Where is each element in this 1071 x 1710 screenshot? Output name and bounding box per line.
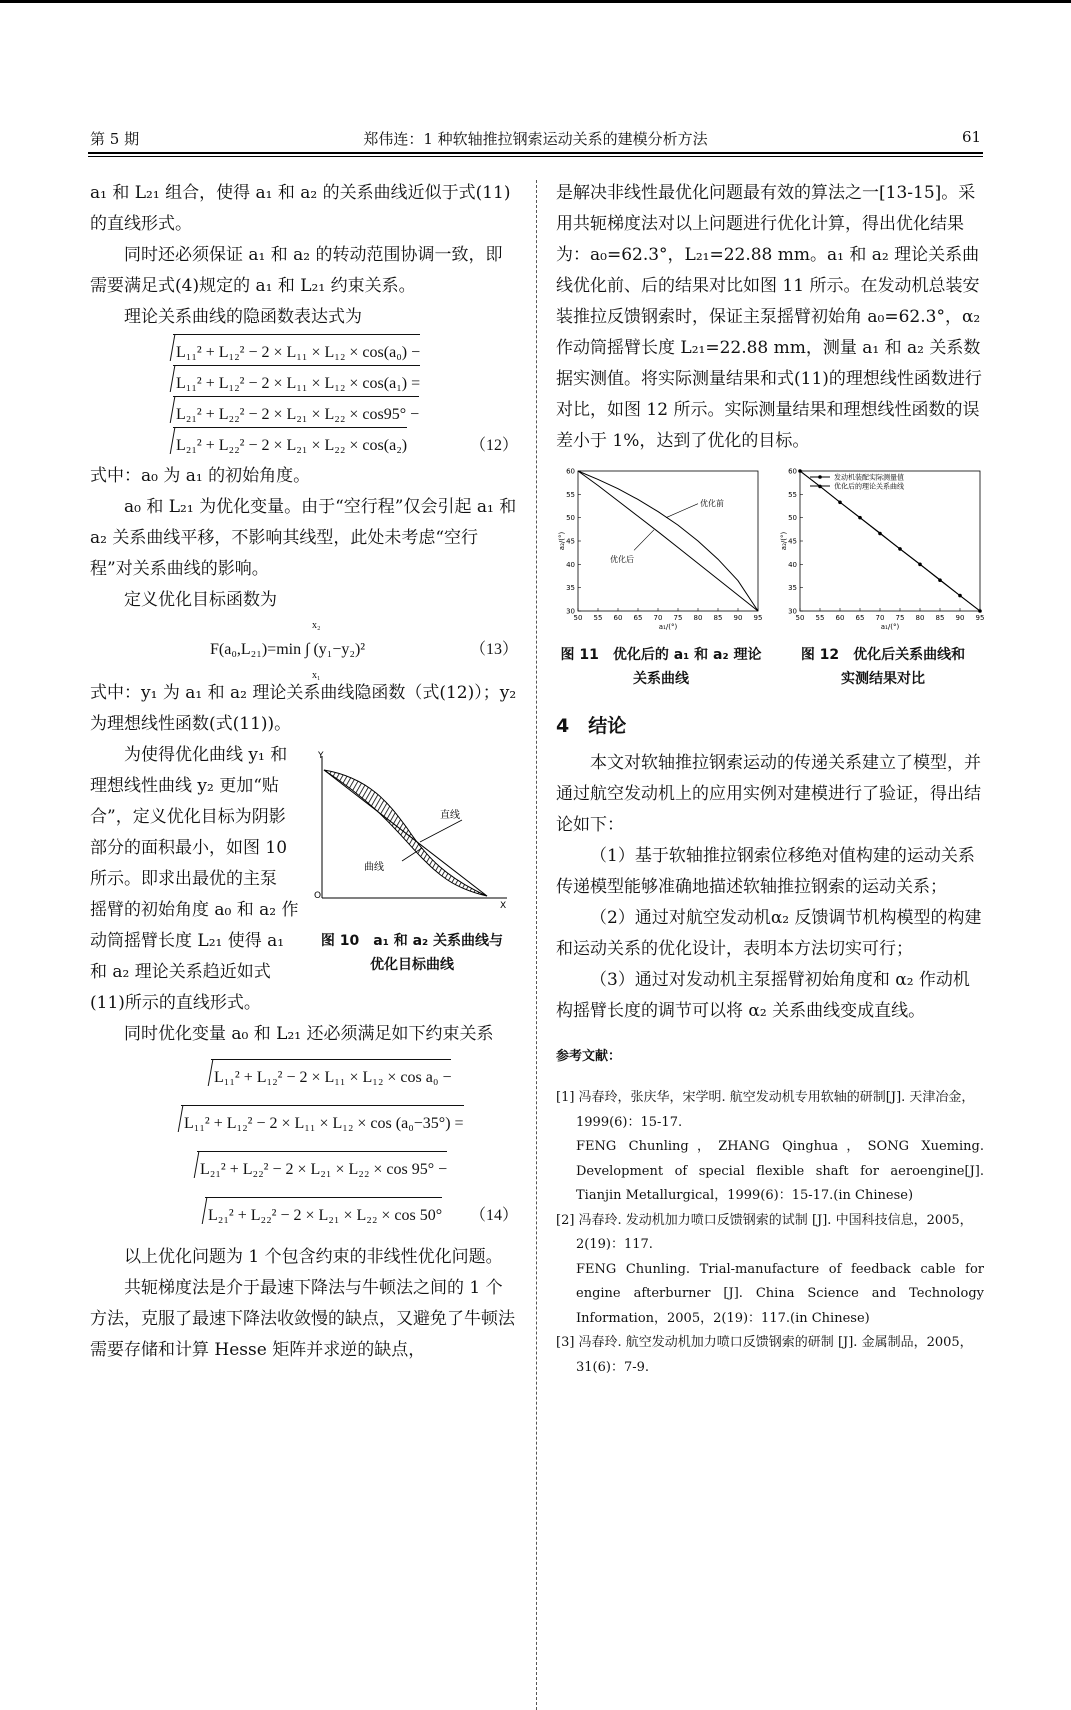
fig10-origin: O [314, 891, 322, 901]
fig12-chart [778, 465, 988, 635]
legend-label: 发动机装配实际测量值 [834, 473, 904, 482]
label-after: 优化后 [610, 555, 634, 564]
y-tick-label: 55 [788, 490, 797, 499]
eq-line: L₂₁² + L₂₂² − 2 × L₂₁ × L₂₂ × cos 95° − [186, 1154, 447, 1185]
x-tick-label: 85 [713, 614, 723, 622]
paragraph: 理论关系曲线的隐函数表达式为 [124, 307, 362, 327]
reference-item: [3] 冯春玲. 航空发动机加力喷口反馈钢索的研制 [J]. 金属制品，2005，31(6)：7-9. [556, 1335, 973, 1375]
x-tick-label: 55 [593, 614, 603, 622]
references-heading: 参考文献： [556, 1049, 622, 1064]
caption-line: 图 12 优化后关系曲线和 [800, 647, 966, 663]
x-tick-label: 95 [975, 614, 985, 622]
paragraph: 共轭梯度法是介于最速下降法与牛顿法之间的 1 个方法，克服了最速下降法收敛慢的缺点，又避免了牛顿法需要存储和计算 Hesse 矩阵并求逆的缺点， [90, 1278, 515, 1360]
x-tick-label: 60 [613, 614, 623, 622]
issue-number: 第 5 期 [90, 130, 140, 148]
equation-13 [90, 616, 518, 681]
x-tick-label: 95 [753, 614, 763, 622]
eq-line: L₂₁² + L₂₂² − 2 × L₂₁ × L₂₂ × cos95° − [162, 399, 419, 430]
figure-10 [312, 748, 512, 977]
x-tick-label: 90 [955, 614, 965, 622]
eq-line: L₁₁² + L₁₂² − 2 × L₁₁ × L₁₂ × cos (a₀−35°) = [170, 1108, 464, 1139]
text-line: (11)所示的直线形式。 [90, 993, 261, 1013]
eq-line: L₂₁² + L₂₂² − 2 × L₂₁ × L₂₂ × cos 50° [194, 1200, 442, 1231]
text-line: 理想线性曲线 y₂ 更加“贴 [90, 776, 279, 796]
paragraph: 同时还必须保证 a₁ 和 a₂ 的转动范围协调一致，即需要满足式(4)规定的 a₁ 和 L₂₁ 约束关系。 [90, 245, 503, 296]
paragraph: 式中：a₀ 为 a₁ 的初始角度。 [90, 466, 311, 486]
x-tick-label: 60 [835, 614, 845, 622]
x-tick-label: 50 [573, 614, 583, 622]
text-line: 为使得优化曲线 y₁ 和 [124, 745, 288, 765]
x-tick-label: 65 [855, 614, 865, 622]
fig10-caption: 图 10 a₁ 和 a₂ 关系曲线与 [320, 933, 504, 949]
paragraph: （3）通过对发动机主泵摇臂初始角度和 α₂ 作动机构摇臂长度的调节可以将 α₂ 关系曲线变成直线。 [556, 970, 970, 1021]
eq-lower-limit: x₁ [312, 670, 321, 681]
running-title: 郑伟连：1 种软轴推拉钢索运动关系的建模分析方法 [363, 130, 708, 148]
x-tick-label: 50 [795, 614, 805, 622]
header-rule-thin [88, 156, 983, 157]
equation-14 [90, 1054, 518, 1238]
text-line: 部分的面积最小，如图 10 [90, 838, 288, 858]
paragraph: a₁ 和 L₂₁ 组合，使得 a₁ 和 a₂ 的关系曲线近似于式(11)的直线形式。 [90, 183, 511, 234]
y-tick-label: 50 [566, 514, 575, 523]
x-tick-label: 75 [673, 614, 683, 622]
text-line: 和 a₂ 理论关系趋近如式 [90, 962, 271, 982]
y-tick-label: 35 [788, 584, 797, 593]
paragraph: （2）通过对航空发动机α₂ 反馈调节机构模型的构建和运动关系的优化设计，表明本方法切实可行； [556, 908, 982, 959]
series-line [578, 471, 758, 611]
text-line: 摇臂的初始角度 a₀ 和 a₂ 作 [90, 900, 299, 920]
reference-item-en: FENG Chunling，ZHANG Qinghua，SONG Xueming. Development of special flexible shaft for aeroengine[J]. Tianjin Metallurgical，1999(6)：15-17.(in Chinese) [576, 1139, 984, 1203]
paragraph: 式中：y₁ 为 a₁ 和 a₂ 理论关系曲线隐函数（式(12)）；y₂ 为理想线性函数(式(11))。 [90, 683, 517, 734]
fig10-diagram [312, 748, 512, 908]
text-line: 动筒摇臂长度 L₂₁ 使得 a₁ [90, 931, 285, 951]
x-axis-label: a₁/(°) [880, 623, 900, 631]
right-column [556, 178, 984, 1380]
label-pointer [666, 504, 698, 518]
x-tick-label: 85 [935, 614, 945, 622]
wrapped-paragraph [90, 740, 302, 1019]
x-tick-label: 80 [915, 614, 925, 622]
y-tick-label: 50 [788, 514, 797, 523]
fig11-chart [556, 465, 766, 635]
paragraph: 同时优化变量 a₀ 和 L₂₁ 还必须满足如下约束关系 [124, 1024, 494, 1044]
x-tick-label: 55 [815, 614, 825, 622]
paragraph: 本文对软轴推拉钢索运动的传递关系建立了模型，并通过航空发动机上的应用实例对建模进行了验证，得出结论如下： [556, 753, 981, 835]
series-line [800, 471, 980, 611]
paragraph: 以上优化问题为 1 个包含约束的非线性优化问题。 [124, 1247, 503, 1267]
eq-line: F(a₀,L₂₁)=min ∫ (y₁−y₂)² [210, 641, 366, 658]
left-column [90, 178, 518, 1366]
caption-line: 关系曲线 [633, 671, 689, 687]
ideal-line [324, 770, 487, 896]
equation-number: （14） [469, 1207, 518, 1224]
y-tick-label: 40 [566, 560, 575, 569]
x-tick-label: 90 [733, 614, 743, 622]
equation-12 [90, 337, 518, 461]
paragraph: 定义优化目标函数为 [124, 590, 277, 610]
y-tick-label: 45 [566, 537, 575, 546]
y-tick-label: 60 [566, 467, 575, 476]
y-tick-label: 30 [566, 607, 575, 616]
reference-item: [2] 冯春玲. 发动机加力喷口反馈钢索的试制 [J]. 中国科技信息，2005，2(19)：117. [556, 1212, 973, 1252]
fig12-caption [778, 643, 988, 691]
y-tick-label: 35 [566, 584, 575, 593]
column-divider [536, 180, 537, 1710]
text-with-figure [90, 740, 518, 1019]
x-tick-label: 75 [895, 614, 905, 622]
label-before: 优化前 [700, 499, 724, 508]
label-pointer [634, 530, 654, 551]
x-tick-label: 65 [633, 614, 643, 622]
eq-line: L₂₁² + L₂₂² − 2 × L₂₁ × L₂₂ × cos(a₂) [162, 430, 407, 461]
fig11-caption [556, 643, 766, 691]
y-tick-label: 30 [788, 607, 797, 616]
equation-number: （13） [469, 641, 518, 658]
fig10-curve-label: 曲线 [364, 862, 384, 873]
legend-marker [818, 475, 822, 479]
header-rule [88, 152, 983, 154]
fig10-caption-2: 优化目标曲线 [370, 957, 454, 973]
paragraph: （1）基于软轴推拉钢索位移绝对值构建的运动关系传递模型能够准确地描述软轴推拉钢索的运动关系； [556, 846, 975, 897]
eq-upper-limit: x₂ [312, 620, 321, 631]
figures-11-12 [556, 465, 984, 705]
caption-line: 图 11 优化后的 a₁ 和 a₂ 理论 [560, 647, 762, 663]
y-axis-label: a₂/(°) [780, 531, 788, 551]
equation-number: （12） [469, 437, 518, 454]
y-tick-label: 40 [788, 560, 797, 569]
reference-item: [1] 冯春玲，张庆华，宋学明. 航空发动机专用软轴的研制[J]. 天津冶金，1999(6)：15-17. [556, 1090, 975, 1130]
eq-line: L₁₁² + L₁₂² − 2 × L₁₁ × L₁₂ × cos(a₀) − [162, 337, 420, 368]
text-line: 所示。即求出最优的主泵 [90, 869, 277, 889]
eq-line: L₁₁² + L₁₂² − 2 × L₁₁ × L₁₂ × cos(a₁) = [162, 368, 420, 399]
fig10-line-label: 直线 [440, 810, 460, 821]
fig10-y-label: Y [318, 751, 324, 761]
x-tick-label: 70 [875, 614, 885, 622]
top-rule [0, 0, 1071, 3]
paragraph: 是解决非线性最优化问题最有效的算法之一[13-15]。采用共轭梯度法对以上问题进行优化计算，得出优化结果为：a₀=62.3°，L₂₁=22.88 mm。a₁ 和 a₂ 理论关系曲线优化前、后的结果对比如图 11 所示。在发动机总装安装推拉反馈钢索时，保证主泵摇臂初始角 a₀=62.3°，α₂ 作动筒摇臂长度 L₂₁=22.88 mm，测量 a₁ 和 a₂ 关系数据实测值。将实际测量结果和式(11)的理想线性函数进行对比，如图 12 所示。实际测量结果和理想线性函数的误差小于 1%，达到了优化的目标。 [556, 183, 982, 451]
text-line: 合”，定义优化目标为阴影 [90, 807, 286, 827]
x-tick-label: 70 [653, 614, 663, 622]
reference-item-en: FENG Chunling. Trial-manufacture of feedback cable for engine afterburner [J]. China Science and Technology Information，2005，2(19)：117.(in Chinese) [576, 1261, 984, 1326]
x-tick-label: 80 [693, 614, 703, 622]
legend-label: 优化后的理论关系曲线 [834, 482, 904, 491]
section-heading: 4 结论 [556, 715, 627, 737]
page-number: 61 [962, 128, 982, 146]
eq-line: L₁₁² + L₁₂² − 2 × L₁₁ × L₁₂ × cos a₀ − [200, 1062, 451, 1093]
reference-list [556, 1086, 984, 1380]
y-axis-label: a₂/(°) [558, 531, 566, 551]
y-tick-label: 60 [788, 467, 797, 476]
y-tick-label: 45 [788, 537, 797, 546]
x-axis-label: a₁/(°) [658, 623, 678, 631]
fig10-x-label: X [500, 901, 507, 908]
paragraph: a₀ 和 L₂₁ 为优化变量。由于“空行程”仅会引起 a₁ 和 a₂ 关系曲线平移，不影响其线型，此处未考虑“空行程”对关系曲线的影响。 [90, 497, 517, 579]
pointer-line [420, 820, 462, 842]
caption-line: 实测结果对比 [841, 671, 925, 687]
y-tick-label: 55 [566, 490, 575, 499]
